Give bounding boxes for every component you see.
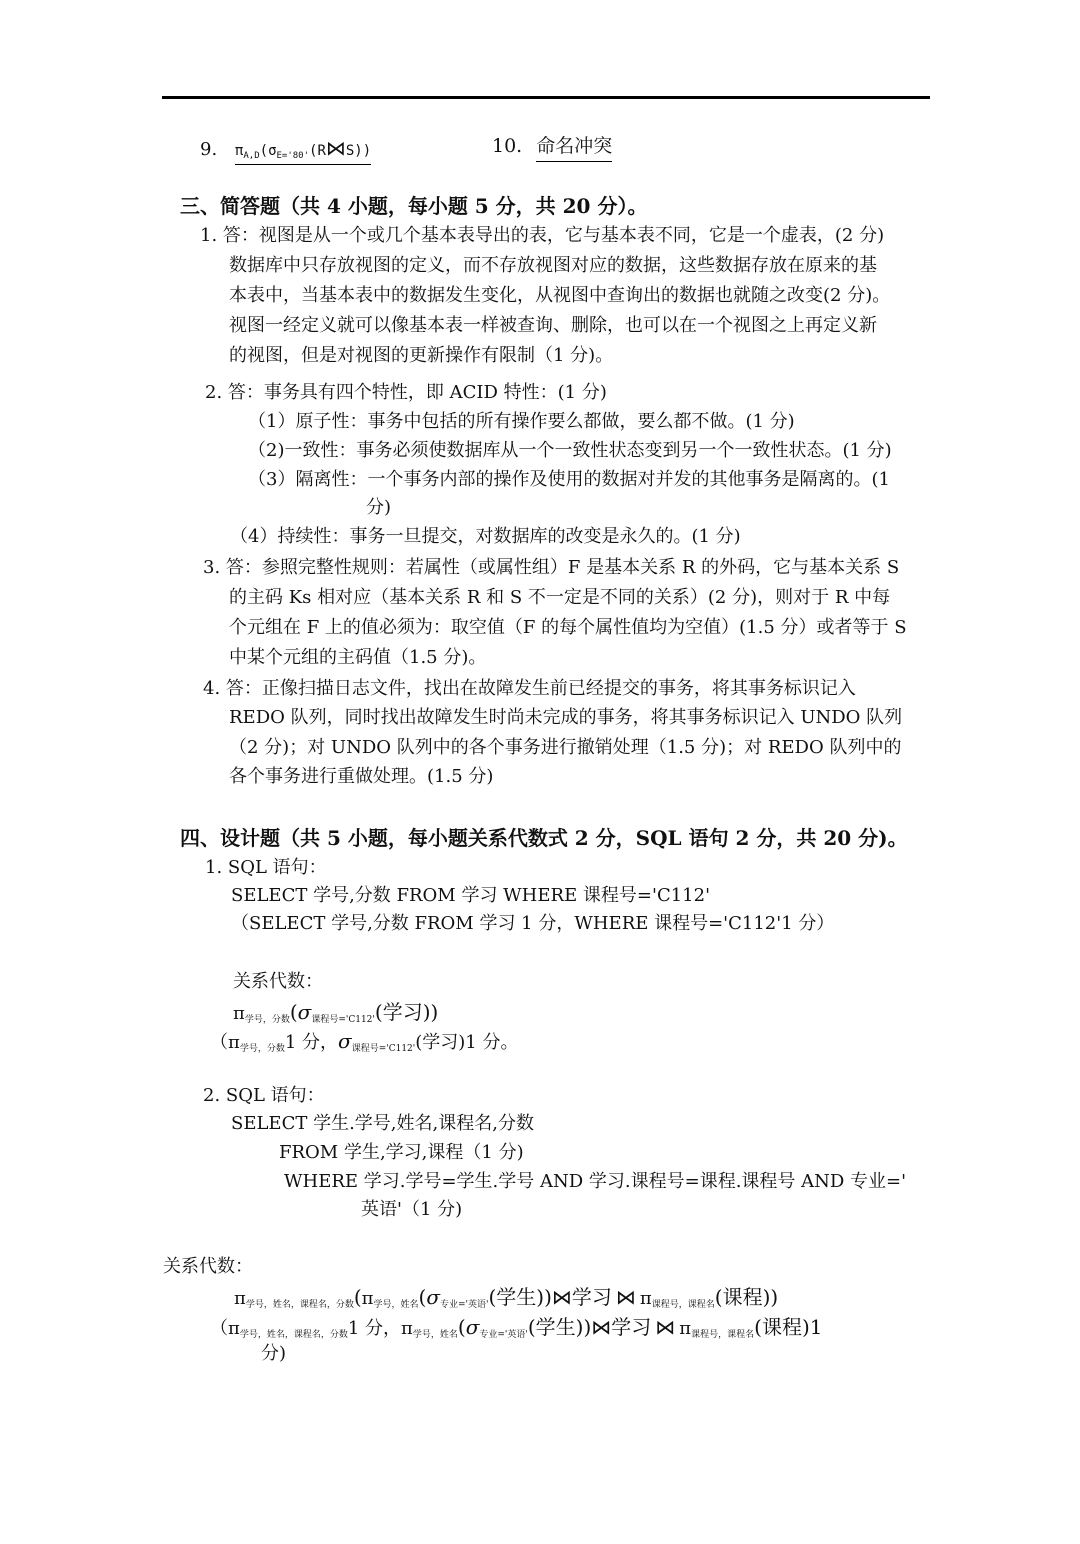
s3-q3-line2: 的主码 Ks 相对应（基本关系 R 和 S 不一定是不同的关系）(2 分)，则对于 R 中每: [229, 587, 891, 608]
s3-q1-line5: 的视图，但是对视图的更新操作有限制（1 分)。: [229, 345, 614, 366]
s4-q2-algebra-score: [210, 1317, 823, 1338]
pi-symbol: π: [639, 1288, 652, 1309]
s3-q2-line3: （2)一致性：事务必须使数据库从一个一致性状态变到另一个一致性状态。(1 分): [248, 440, 892, 461]
s4-q1-algebra-label: 关系代数：: [233, 971, 323, 992]
answer-10: [492, 137, 612, 156]
pi-subscript: 学号，姓名: [412, 1330, 458, 1340]
sigma-subscript: 课程号='C112': [351, 1044, 416, 1054]
pi-symbol: （π: [210, 1318, 240, 1339]
s3-q3-line4: 中某个元组的主码值（1.5 分)。: [229, 647, 487, 668]
relation-s: S)): [345, 143, 372, 159]
s3-q4-line4: 各个事务进行重做处理。(1.5 分): [229, 766, 494, 787]
join-symbol: ⋈: [655, 1315, 676, 1339]
section3-heading: 三、简答题（共 4 小题，每小题 5 分，共 20 分）。: [180, 194, 648, 218]
join-symbol: ⋈: [325, 136, 346, 160]
relation-text: (学生)): [488, 1285, 552, 1309]
paren: (: [457, 1315, 466, 1339]
pi-symbol: （π: [210, 1032, 240, 1053]
relation-text: (学习)): [374, 1000, 439, 1024]
sigma-symbol: σ: [268, 143, 277, 159]
s4-q2-sql-where: WHERE 学习.学号=学生.学号 AND 学习.课程号=课程.课程号 AND 专业=': [284, 1171, 907, 1192]
s4-q2-sql-select: SELECT 学生.学号,姓名,课程名,分数: [231, 1113, 534, 1134]
s4-q2-algebra-label: 关系代数：: [163, 1256, 253, 1277]
s4-q1-sql: SELECT 学号,分数 FROM 学习 WHERE 课程号='C112': [231, 885, 711, 906]
s4-q1-algebra-score: [210, 1031, 518, 1052]
q10-number: 10.: [492, 135, 523, 157]
pi-subscript: 学号，姓名: [373, 1300, 419, 1310]
relation-r: (R: [309, 143, 326, 159]
relation-text: 学习: [571, 1285, 612, 1309]
sigma-subscript: 课程号='C112': [311, 1015, 375, 1025]
pi-symbol: π: [361, 1288, 374, 1309]
s3-q2-line6: （4）持续性：事务一旦提交，对数据库的改变是永久的。(1 分): [230, 526, 741, 547]
s3-q3-line1: 3. 答：参照完整性规则：若属性（或属性组）F 是基本关系 R 的外码，它与基本关系 S: [203, 557, 900, 578]
pi-subscript: 课程号，课程名: [691, 1330, 755, 1340]
sigma-symbol: σ: [465, 1315, 480, 1339]
s4-q2-sql-from: FROM 学生,学习,课程（1 分): [279, 1142, 524, 1163]
pi-symbol: π: [679, 1318, 692, 1339]
s3-q2-line4: （3）隔离性：一个事务内部的操作及使用的数据对并发的其他事务是隔离的。(1: [248, 469, 890, 490]
sigma-symbol: σ: [338, 1029, 352, 1053]
q9-expression: [234, 136, 372, 165]
pi-subscript: A,D: [243, 151, 260, 161]
pi-subscript: 学号，姓名，课程名，分数: [239, 1330, 348, 1340]
score-text: 1 分，: [347, 1318, 402, 1339]
score-text: 1 分，: [284, 1032, 339, 1053]
s4-q2-algebra-score-cont: 分): [261, 1343, 287, 1364]
relation-text: (学习)1 分。: [415, 1032, 519, 1053]
relation-text: (课程)1: [754, 1315, 823, 1339]
join-symbol: ⋈: [551, 1285, 572, 1309]
s3-q2-line1: 2. 答：事务具有四个特性，即 ACID 特性：(1 分): [205, 382, 607, 403]
pi-symbol: π: [234, 143, 244, 159]
s4-q1-sql-label: 1. SQL 语句：: [205, 857, 327, 878]
sigma-subscript: E='80': [276, 151, 310, 161]
s3-q4-line2: REDO 队列，同时找出故障发生时尚未完成的事务，将其事务标识记入 UNDO 队列: [229, 707, 903, 728]
pi-subscript: 学号，分数: [244, 1015, 290, 1025]
s4-q2-sql-label: 2. SQL 语句：: [203, 1085, 325, 1106]
sigma-subscript: 专业='英语': [479, 1330, 528, 1340]
s3-q1-line3: 本表中，当基本表中的数据发生变化，从视图中查询出的数据也就随之改变(2 分)。: [229, 285, 891, 306]
join-symbol: ⋈: [615, 1285, 636, 1309]
s4-q1-score: （SELECT 学号,分数 FROM 学习 1 分，WHERE 课程号='C112'1 分）: [231, 913, 835, 934]
paren: (: [418, 1285, 427, 1309]
s3-q1-line1: 1. 答：视图是从一个或几个基本表导出的表，它与基本表不同，它是一个虚表，(2 分): [200, 225, 885, 246]
s3-q1-line2: 数据库中只存放视图的定义，而不存放视图对应的数据，这些数据存放在原来的基: [229, 255, 877, 276]
pi-subscript: 课程号，课程名: [651, 1300, 715, 1310]
pi-symbol: π: [401, 1318, 413, 1339]
paren: (: [259, 143, 269, 159]
pi-symbol: π: [233, 1003, 245, 1024]
q10-answer: 命名冲突: [536, 135, 612, 162]
sigma-symbol: σ: [297, 1000, 312, 1024]
s3-q3-line3: 个元组在 F 上的值必须为：取空值（F 的每个属性值均为空值）(1.5 分）或者等于 S: [229, 617, 907, 638]
q9-number: 9.: [200, 139, 218, 160]
pi-subscript: 学号，分数: [239, 1044, 285, 1054]
paren: (: [353, 1285, 362, 1309]
s4-q2-algebra: [234, 1287, 778, 1308]
s3-q4-line3: （2 分)；对 UNDO 队列中的各个事务进行撤销处理（1.5 分)；对 REDO 队列中的: [229, 737, 902, 758]
s3-q2-line5: 分): [366, 497, 392, 518]
section4-heading: 四、设计题（共 5 小题，每小题关系代数式 2 分，SQL 语句 2 分，共 20 分)。: [180, 826, 908, 850]
s3-q2-line2: （1）原子性：事务中包括的所有操作要么都做，要么都不做。(1 分): [248, 411, 795, 432]
answer-9: [200, 138, 371, 159]
top-rule: [162, 96, 930, 99]
pi-subscript: 学号，姓名，课程名，分数: [245, 1300, 354, 1310]
pi-symbol: π: [234, 1288, 246, 1309]
relation-text: (课程)): [714, 1285, 779, 1309]
s4-q2-sql-where2: 英语'（1 分): [361, 1199, 463, 1220]
relation-text: 学习: [611, 1315, 652, 1339]
relation-text: (学生)): [527, 1315, 592, 1339]
paren: (: [289, 1000, 298, 1024]
sigma-subscript: 专业='英语': [440, 1300, 489, 1310]
s3-q4-line1: 4. 答：正像扫描日志文件，找出在故障发生前已经提交的事务，将其事务标识记入: [203, 678, 856, 699]
s4-q1-algebra: [233, 1002, 438, 1023]
join-symbol: ⋈: [591, 1315, 612, 1339]
sigma-symbol: σ: [426, 1285, 440, 1309]
s3-q1-line4: 视图一经定义就可以像基本表一样被查询、删除，也可以在一个视图之上再定义新: [229, 315, 877, 336]
